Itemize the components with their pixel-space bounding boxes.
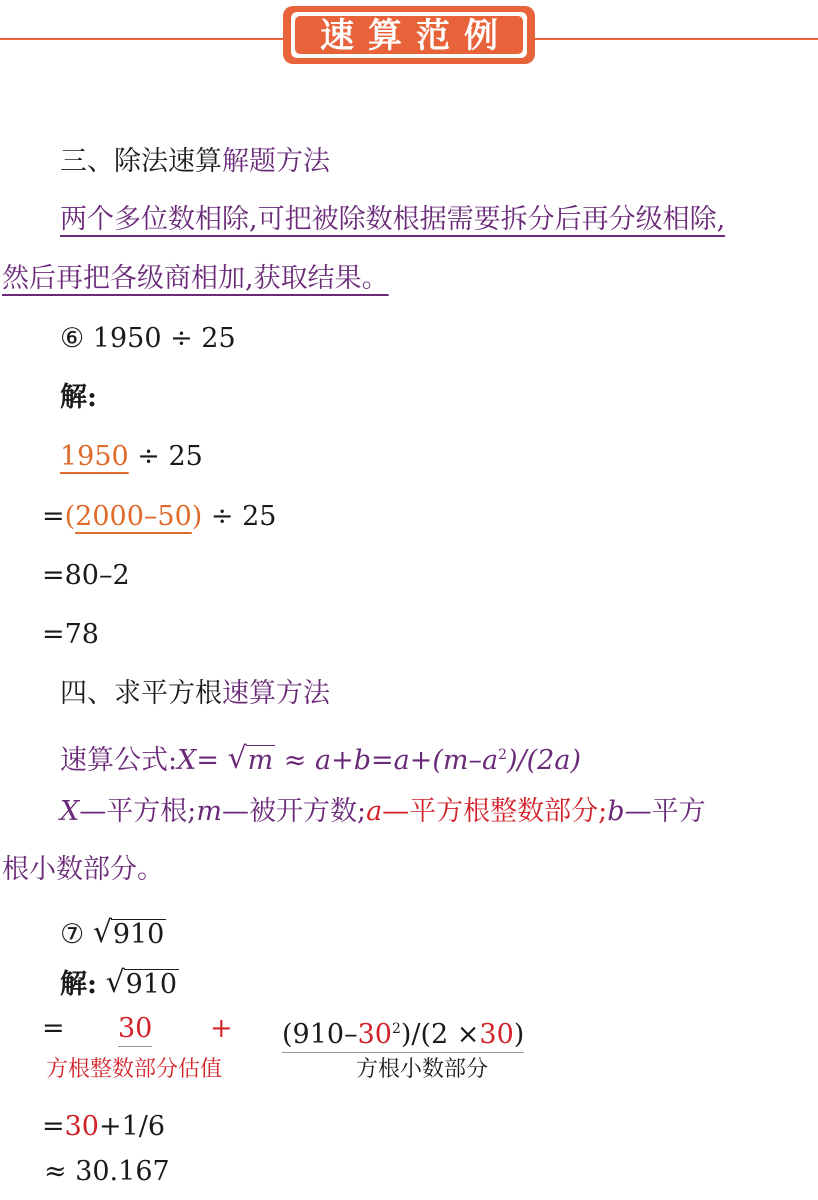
example6-step4: =78 — [42, 619, 99, 650]
example7-label-int: 方根整数部分估值 — [46, 1057, 223, 1082]
example7-problem: ⑦ √ 910 — [60, 915, 165, 950]
example6-solve-label: 解: — [60, 382, 97, 413]
example6-step1: 1950 ÷ 25 — [60, 441, 203, 472]
banner-title: 速算范例 — [295, 16, 523, 54]
sqrt-sign: √ 910 — [92, 915, 165, 950]
banner-line-left — [0, 38, 285, 40]
section3-desc-line1: 两个多位数相除,可把被除数根据需要拆分后再分级相除, — [60, 204, 726, 235]
example7-eq: = — [42, 1013, 65, 1044]
banner — [283, 6, 535, 64]
section3-heading: 三、除法速算解题方法 — [60, 146, 330, 177]
example7-solve: 解: √ 910 — [60, 965, 178, 1000]
example6-problem: ⑥ 1950 ÷ 25 — [60, 323, 236, 354]
section4-formula: 速算公式:X= √ $m \approx a+b=a+(m-a^2)/(2a)$ — [60, 741, 581, 776]
sqrt-sign: √ 910 — [105, 965, 178, 1000]
section4-definitions-line2: 根小数部分。 — [2, 854, 164, 885]
example7-plus: + — [210, 1013, 233, 1044]
example7-fraction: $(910-30^2)/(2 \times 30)$ — [282, 1012, 524, 1053]
section4-heading: 四、求平方根速算方法 — [60, 678, 330, 709]
example6-step3: =80–2 — [42, 560, 130, 591]
example7-label-frac: 方根小数部分 — [356, 1057, 489, 1082]
banner-line-right — [533, 38, 818, 40]
example7-step2: =30+1/6 — [42, 1111, 166, 1142]
example7-result: ≈ 30.167 — [44, 1156, 170, 1187]
section3-desc-line2: 然后再把各级商相加,获取结果。 — [2, 263, 389, 294]
sqrt-sign: √ m — [227, 741, 274, 776]
example6-step2: =(2000–50) ÷ 25 — [42, 501, 277, 532]
example7-int-value: 30 — [118, 1012, 152, 1047]
section4-definitions: X—平方根;m—被开方数;a—平方根整数部分;b—平方 — [60, 796, 706, 827]
